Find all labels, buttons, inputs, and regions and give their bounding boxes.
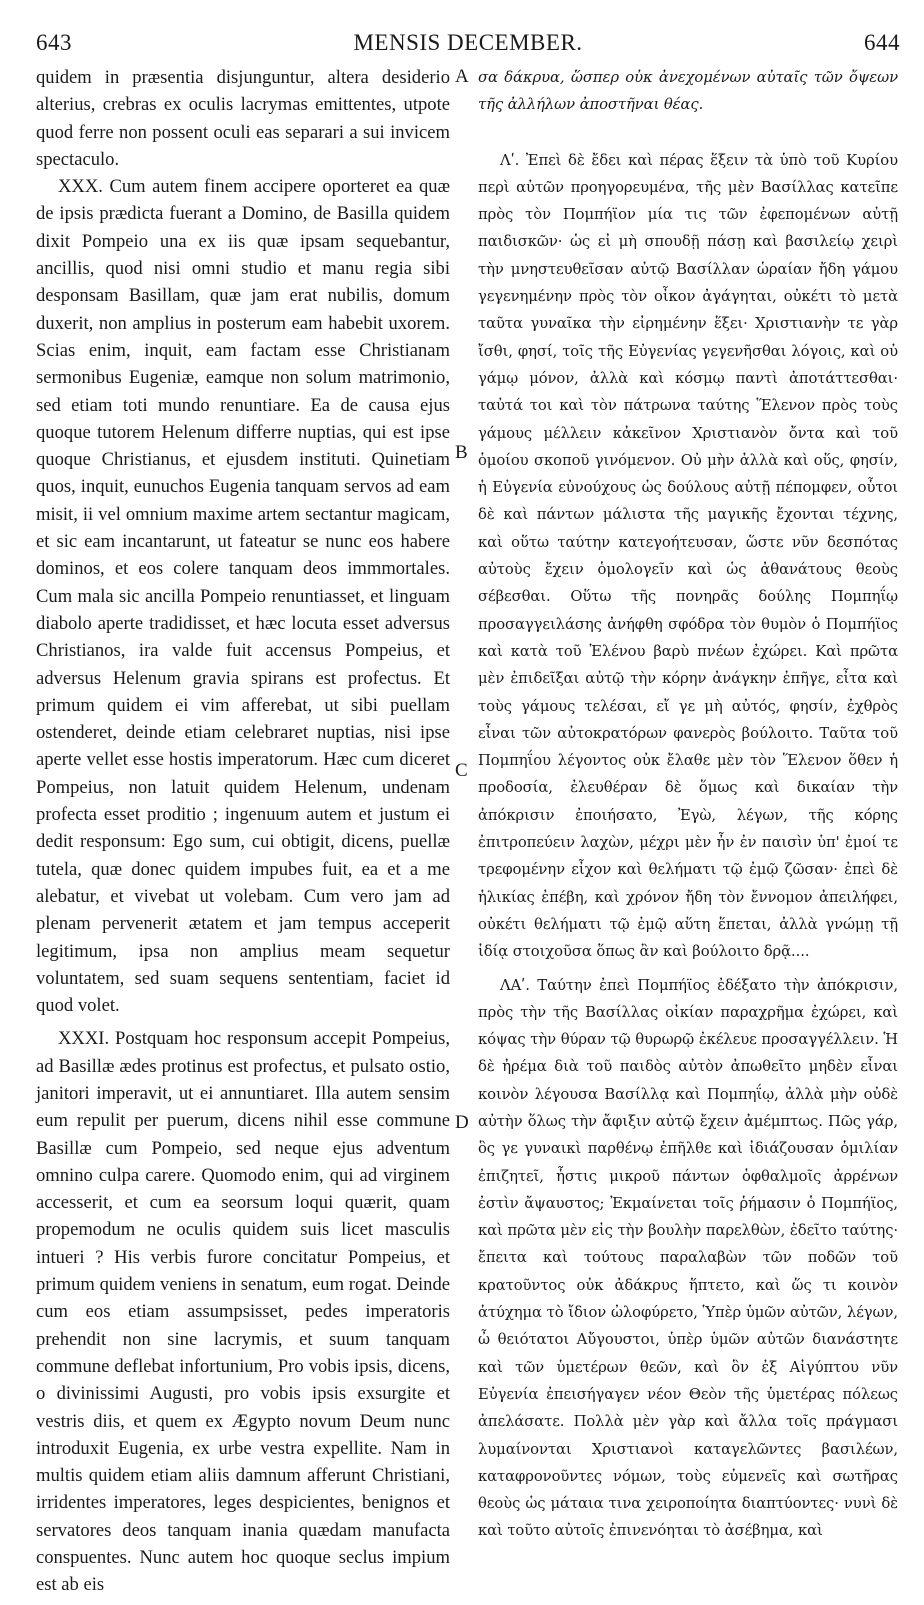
section-marker-b: B (455, 442, 468, 463)
page-number-right: 644 (864, 30, 900, 55)
running-header (36, 30, 900, 62)
greek-paragraph-la: ΛΑʹ. Ταύτην ἐπεὶ Πομπήϊος ἐδέξατο τὴν ἀπόκρισιν, πρὸς τὴν τῆς Βασίλλας οἰκίαν παραχρῆμα ἐχώρει, καὶ κόψας τὴν θύραν τῷ θυρωρῷ ἐκέλευε προσαγγέλλειν. Ἡ δὲ ἠρέμα διὰ τοῦ παιδὸς αὐτὸν ἀπωθεῖτο μηδὲν εἶναι κοινὸν λέγουσα Βασίλλᾳ καὶ Πομπηΐῳ, ἀλλὰ μὴν οὐδὲ αὐτὴν ὅλως τὴν ἄφιξιν αὐτῷ ἔχειν ἀμέμπτως. Πῶς γάρ, ὃς γε γυναικὶ παρθένῳ ἐπῆλθε καὶ ἰδιάζουσαν ὁμιλίαν ἐπιζητεῖ, ἧστις μικροῦ πάντων ὀφθαλμοῖς ἀρρένων ἐστὶν ἄψαυστος; Ἐκμαίνεται τοῖς ῥήμασιν ὁ Πομπήϊος, καὶ πρῶτα μὲν εἰς τὴν βουλὴν παρελθὼν, ἐδεῖτο ταύτης· ἔπειτα καὶ τούτους παραλαβὼν τῶν ποδῶν τοῦ κρατοῦντος οὐκ ἀδάκρυς ἥπτετο, καὶ ὥς τι κοινὸν ἀτύχημα τὸ ἴδιον ὠλοφύρετο, Ὑπὲρ ὑμῶν αὐτῶν, λέγων, ὦ θειότατοι Αὔγουστοι, ὑπὲρ ὑμῶν αὐτῶν διανάστητε καὶ τῶν ὑμετέρων θεῶν, καὶ ὃν ἐξ Αἰγύπτου νῦν Εὐγενία ἐπεισήγαγεν νέον Θεὸν τῆς ὑμετέρας πόλεως ἀπελάσατε. Πολλὰ μὲν γὰρ καὶ ἄλλα τοῖς πράγμασι λυμαίνονται Χριστιανοὶ καταγελῶντες βασιλέων, καταφρονοῦντες νόμων, τοὺς εὐμενεῖς καὶ σωτῆρας θεοὺς ὡς μάταια τινα χειροποίητα διαπτύοντες· νυνὶ δὲ καὶ τοῦτο αὐτοῖς ἐπινενόηται τὸ ἀσέβημα, καὶ (478, 976, 898, 1540)
latin-paragraph-xxxi: XXXI. Postquam hoc responsum accepit Pompeius, ad Basillæ ædes protinus est profectus, et pulsato ostio, janitori imperavit, ut ei annuntiaret. Illa autem sensim eum repulit per puerum, dicens nihil esse commune Basillæ cum Pompeio, sed neque ejus adventum omnino culpa carere. Quomodo enim, qui ad virginem accesserit, et cum ea seorsum loqui quærit, quam propemodum ne oculis quidem suis licet masculis intueri ? His verbis furore concitatur Pompeius, et primum quidem veniens in senatum, eum rogat. Deinde cum eos etiam assumpsisset, pedes imperatoris prehendit non sine lacrymis, et suum tanquam commune deflebat infortunium, Pro vobis ipsis, dicens, o divinissimi Augusti, pro vobis ipsis exsurgite et vestris diis, et quem ex Ægypto novum Deum nunc introduxit Eugenia, ex urbe vestra expellite. Nam in multis quidem etiam aliis damnum afferunt Christiani, irridentes imperatores, leges despicientes, benignos et servatores deos tanquam inania quædam manufacta conspuentes. Nunc autem hoc quoque seclus impium est ab eis (36, 1028, 450, 1596)
latin-paragraph: quidem in præsentia disjunguntur, altera desiderio alterius, crebras ex oculis lacrymas emittentes, utpote quod ferre non possent oculi eas separari a sui invicem spectaculo. (36, 67, 450, 170)
latin-column (36, 64, 450, 1605)
greek-paragraph: σα δάκρυα, ὥσπερ οὐκ ἀνεχομένων αὐταῖς τῶν ὄψεων τῆς ἀλλήλων ἀποστῆναι θέας. (478, 69, 898, 114)
section-marker-c: C (455, 760, 468, 781)
latin-paragraph-xxx: XXX. Cum autem finem accipere oporteret ea quæ de ipsis prædicta fuerant a Domino, de Basilla quidem dixit Pompeio una ex iis quæ ipsam sequebantur, ancillis, quod nisi omni studio et manu regia sibi desponsam Basillam, quæ jam erat nubilis, domum duxerit, non amplius in posterum eam habebit uxorem. Scias enim, inquit, eam factam esse Christianam sermonibus Eugeniæ, eamque non solum matrimonio, sed etiam toti mundo renuntiare. Ea de causa ejus quoque tutorem Helenum differre nuptias, qui est ipse quoque Christianus, et ejusdem instituti. Quinetiam quos, inquit, eunuchos Eugenia tanquam servos ad eam misit, ii vel omnium maxime artem sectantur magicam, et sic eam incantarunt, ut fateatur se nunc eos habere dominos, et eos colere tanquam deos immmortales. Cum mala sic ancilla Pompeio renuntiasset, et linguam diabolo aperte tradidisset, et hæc locuta esset adversus Christianos, ira valde fuit accensus Pompeius, et adversus Helenum gravia spirans est profectus. Et primum quidem ei vim afferebat, ut sibi puellam ostenderet, deinde etiam celebraret nuptias, nisi ipse aperte vellet esse hostis imperatorum. Hæc cum diceret Pompeius, non latuit quidem Helenum, undenam profecta esset proditio ; ingenuum autem et justum ei dedit responsum: Ego sum, cui obtigit, dicens, puellæ tutela, quæ donec quidem impubes fuit, ea et a me alebatur, et vivebat ut volebam. Cum vero jam ad plenam pervenerit ætatem et jam tempus acceperit legitimum, ipsa non amplius meam sequetur voluntatem, sed suam sequens sententiam, faciet id quod volet. (36, 176, 450, 1017)
greek-column (478, 64, 898, 1551)
greek-paragraph-l: Λʹ. Ἐπεὶ δὲ ἔδει καὶ πέρας ἕξειν τὰ ὑπὸ τοῦ Κυρίου περὶ αὐτῶν προηγορευμένα, τῆς μὲν Βασίλλας κατεῖπε πρὸς τὸν Πομπήϊον μία τις τῶν ἐφεπομένων αὐτῇ παιδισκῶν· ὡς εἰ μὴ σπουδῇ πάσῃ καὶ βασιλείῳ χειρὶ τὴν μνηστευθεῖσαν αὐτῷ Βασίλλαν ὡραίαν ἤδη γάμου γεγενημένην πρὸς τὸν οἶκον ἀγάγηται, οὐκέτι τὸ μετὰ ταῦτα γυναῖκα τὴν εἰρημένην ἕξει· Χριστιανὴν τε γὰρ ἴσθι, φησί, τοῖς τῆς Εὐγενίας γεγενῆσθαι λόγοις, καὶ οὐ γάμῳ μόνον, ἀλλὰ καὶ κόσμῳ παντὶ ἀποτάττεσθαι· ταὐτά τοι καὶ τὸν πάτρωνα ταύτης Ἕλενον πρὸς τοὺς γάμους μέλλειν κἀκεῖνον Χριστιανὸν ὄντα καὶ τοῦ ὁμοίου σκοποῦ γινόμενον. Οὐ μὴν ἀλλὰ καὶ οὕς, φησίν, ἡ Εὐγενία εὐνούχους ὡς δούλους αὐτῇ πέπομφεν, οὗτοι δὲ καὶ πάντων μάλιστα τῆς μαγικῆς ἔχονται τέχνης, καὶ οὕτω ταύτην κατεγοήτευσαν, ὥστε νῦν δεσπότας αὐτοὺς ἔχειν ὁμολογεῖν καὶ ὡς ἀθανάτους θεοὺς σέβεσθαι. Οὕτω τῆς πονηρᾶς δούλης Πομπηΐῳ προσαγγειλάσης ἀνήφθη σφόδρα τὸν θυμὸν ὁ Πομπήϊος καὶ κατὰ τοῦ Ἑλένου βαρὺ πνέων ἐχώρει. Καὶ πρῶτα μὲν ἐπιδεῖξαι αὐτῷ τὴν κόρην ἀνάγκην ἐπῆγε, εἶτα καὶ τοὺς γάμους τελέσαι, εἴ γε μὴ αὐτός, φησίν, ἐχθρὸς εἶναι τῶν αὐτοκρατόρων φανερὸς βούλοιτο. Ταῦτα τοῦ Πομπηΐου λέγοντος οὐκ ἔλαθε μὲν τὸν Ἕλενον ὅθεν ἡ προδοσία, ἐλευθέραν δὲ ὅμως καὶ δικαίαν τὴν ἀπόκρισιν ἐποιήσατο, Ἐγὼ, λέγων, τῆς κόρης ἐπιτροπεύειν λαχὼν, μέχρι μὲν ἦν ἐν παισὶν ὑπ' ἐμοί τε τρεφομένην εἶχον καὶ θελήματι τῷ ἐμῷ ζῶσαν· ἐπεὶ δὲ ἡλικίας ἐπέβη, καὶ χρόνον ἤδη τὸν ἔννομον ἀπειλήφει, οὐκέτι θελήματι τῷ ἐμῷ αὕτη ἕπεται, ἀλλὰ γνώμῃ τῇ ἰδίᾳ στοιχοῦσα ὅπως ἂν καὶ βούλοιτο δρᾷ.... (478, 151, 898, 961)
running-title: MENSIS DECEMBER. (353, 30, 583, 55)
section-marker-d: D (455, 1112, 469, 1133)
section-marker-a: A (455, 66, 469, 87)
page-number-left: 643 (36, 30, 72, 55)
